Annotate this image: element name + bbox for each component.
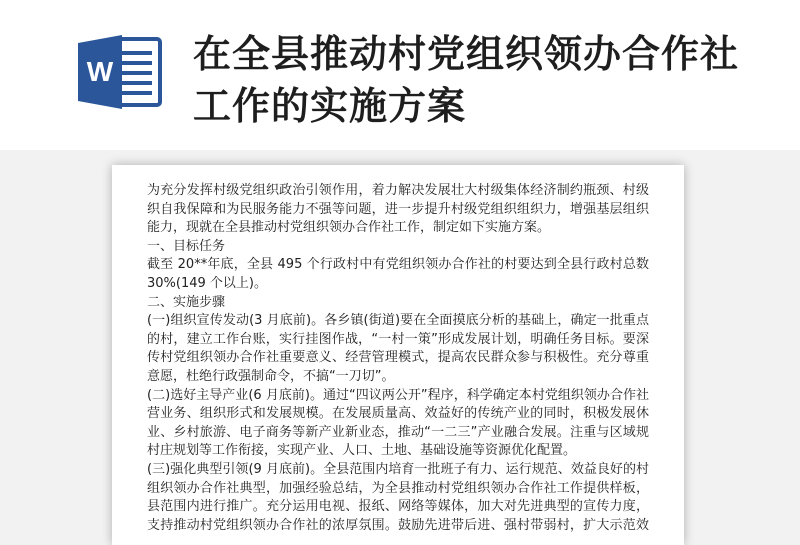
body-line: 为充分发挥村级党组织政治引领作用，着力解决发展壮大村级集体经济制约瓶颈、村级 xyxy=(147,183,649,198)
body-line: 组织领办合作社典型，加强经验总结，为全县推动村党组织领办合作社工作提供样板， xyxy=(147,480,649,496)
body-line: 县范围内进行推广。充分运用电视、报纸、网络等媒体，加大对先进典型的宣传力度， xyxy=(147,499,649,515)
section-heading: 二、实施步骤 xyxy=(147,294,226,310)
body-line: 截至 20**年底，全县 495 个行政村中有党组织领办合作社的村要达到全县行政村总数 xyxy=(147,257,649,273)
body-line: (一)组织宣传发动(3 月底前)。各乡镇(街道)要在全面摸底分析的基础上，确定一批重点 xyxy=(147,313,649,329)
body-line: 营业务、组织形式和发展规模。在发展质量高、效益好的传统产业的同时，积极发展休 xyxy=(147,406,649,422)
body-line: 意愿，杜绝行政强制命令，不搞“一刀切”。 xyxy=(147,368,395,384)
body-line: (三)强化典型引领(9 月底前)。全县范围内培育一批班子有力、运行规范、效益良好的村 xyxy=(147,461,649,477)
title-line-1: 在全县推动村党组织领办合作社 xyxy=(193,32,740,76)
body-line: 支持推动村党组织领办合作社的浓厚氛围。鼓励先进带后进、强村带弱村，扩大示范效 xyxy=(147,517,649,533)
page-title xyxy=(193,28,783,132)
document-body xyxy=(147,182,649,535)
body-line: 业、乡村旅游、电子商务等新产业新业态，推动“一二三”产业融合发展。注重与区域规 xyxy=(147,424,649,440)
svg-text:W: W xyxy=(86,56,114,87)
body-line: (二)选好主导产业(6 月底前)。通过“四议两公开”程序，科学确定本村党组织领办合作社 xyxy=(147,387,649,403)
body-line: 能力，现就在全县推动村党组织领办合作社工作，制定如下实施方案。 xyxy=(147,220,551,236)
body-line: 村庄规划等工作衔接，实现产业、人口、土地、基础设施等资源优化配置。 xyxy=(147,443,577,459)
body-line: 传村党组织领办合作社重要意义、经营管理模式，提高农民群众参与积极性。充分尊重 xyxy=(147,350,649,366)
section-heading: 一、目标任务 xyxy=(147,238,226,254)
body-line: 30%(149 个以上)。 xyxy=(147,275,267,291)
body-line: 织自我保障和为民服务能力不强等问题，进一步提升村级党组织组织力，增强基层组织 xyxy=(147,201,649,217)
title-line-2: 工作的实施方案 xyxy=(193,84,467,128)
body-line: 的村，建立工作台账，实行挂图作战，“一村一策”形成发展计划，明确任务目标。要深 xyxy=(147,331,649,347)
document-page xyxy=(112,165,684,545)
word-document-icon xyxy=(76,33,166,111)
header-banner xyxy=(0,0,800,150)
